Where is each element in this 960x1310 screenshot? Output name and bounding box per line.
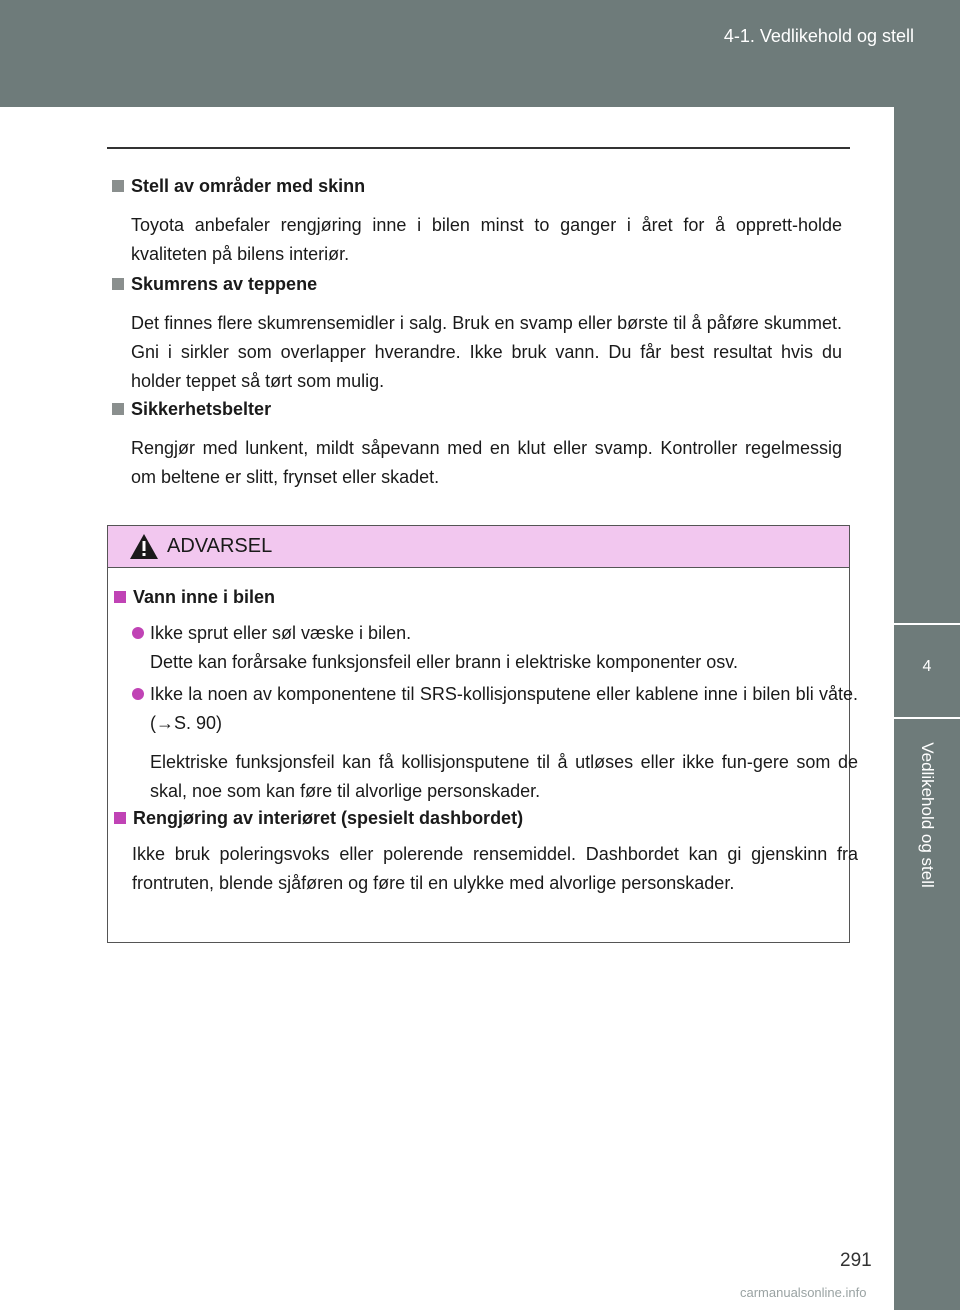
section-body: Rengjør med lunkent, mildt såpevann med en klut eller svamp. Kontroller regelmessig om beltene er slitt, frynset eller skadet. <box>131 438 842 487</box>
page-number: 291 <box>840 1250 872 1271</box>
section-leather <box>112 175 842 269</box>
warning-bullet: Ikke sprut eller søl væske i bilen. Dette kan forårsake funksjonsfeil eller brann i elektriske komponenter osv. <box>132 619 858 677</box>
square-bullet-icon <box>112 278 124 290</box>
section-body: Toyota anbefaler rengjøring inne i bilen minst to ganger i året for å opprett-holde kvaliteten på bilens interiør. <box>131 215 842 264</box>
side-tab-label: Vedlikehold og stell <box>918 742 937 888</box>
square-bullet-icon <box>114 812 126 824</box>
square-bullet-icon <box>112 403 124 415</box>
square-bullet-icon <box>112 180 124 192</box>
section-heading: Skumrens av teppene <box>112 273 842 295</box>
side-tab-upper <box>894 107 960 623</box>
section-seatbelts <box>112 398 842 492</box>
warning-paragraph: Ikke bruk poleringsvoks eller polerende rensemiddel. Dashbordet kan gi gjenskinn fra frontruten, blende sjåføren og føre til en ulykke med alvorlige personskader. <box>132 844 858 893</box>
section-body: Det finnes flere skumrensemidler i salg. Bruk en svamp eller børste til å påføre skummet. Gni i sirkler som overlapper hverandre. Ikke bruk vann. Du får best resultat hvis du holder teppet så tørt som mulig. <box>131 313 842 391</box>
warning-header <box>108 526 849 568</box>
warning-item-heading: Rengjøring av interiøret (spesielt dashbordet) <box>114 807 523 829</box>
warning-label: ADVARSEL <box>167 535 273 557</box>
warning-box <box>107 525 858 943</box>
warning-triangle-icon <box>129 533 159 560</box>
top-divider <box>107 147 850 149</box>
side-tab-number: 4 <box>922 658 932 675</box>
section-heading: Stell av områder med skinn <box>112 175 842 197</box>
section-carpet <box>112 273 842 396</box>
warning-bullet: Ikke la noen av komponentene til SRS-kollisjonsputene eller kablene inne i bilen bli våte. (→S. 90) Elektriske funksjonsfeil kan få kollisjonsputene til å utløses eller ikke fun-gere som de skal, noe som kan føre til alvorlige personskader. <box>132 680 858 806</box>
circle-bullet-icon <box>132 627 144 639</box>
chapter-title: 4-1. Vedlikehold og stell <box>723 26 914 46</box>
page-header <box>0 0 960 107</box>
circle-bullet-icon <box>132 688 144 700</box>
warning-item-heading: Vann inne i bilen <box>114 586 275 608</box>
watermark: carmanualsonline.info <box>740 1285 867 1300</box>
section-heading: Sikkerhetsbelter <box>112 398 842 420</box>
square-bullet-icon <box>114 591 126 603</box>
